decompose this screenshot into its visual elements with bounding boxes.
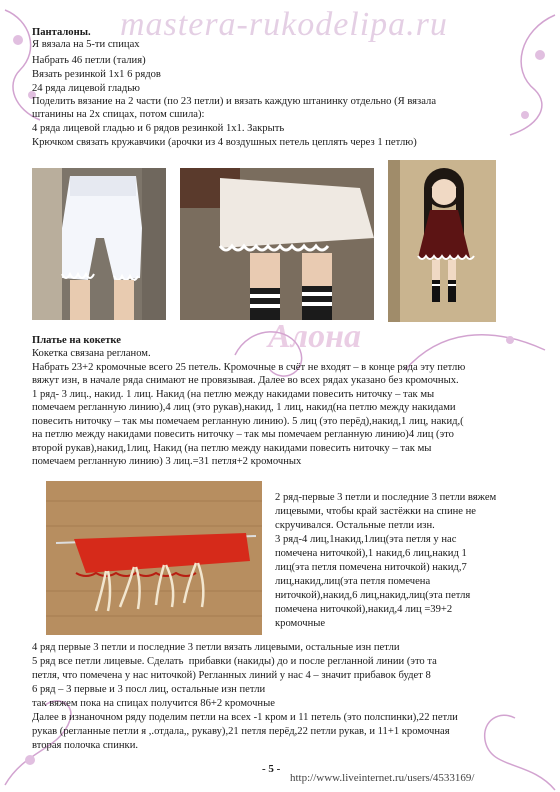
row2-line: помечена ниточкой),1 накид,6 лиц,накид 1 xyxy=(275,548,467,559)
bottom-line: 4 ряд первые 3 петли и последние 3 петли вязать лицевыми, остальные изн петли xyxy=(32,642,400,653)
pantaloons-line: 4 ряда лицевой гладью и 6 рядов резинкой 1х1. Закрыть xyxy=(32,123,285,134)
row2-line: кромочные xyxy=(275,618,326,629)
bottom-line: Далее в изнаночном ряду поделим петли на всех -1 кром и 11 петель (это полспинки),22 петли xyxy=(32,712,458,723)
photo-red-knitting xyxy=(46,481,262,635)
pantaloons-line: Поделить вязание на 2 части (по 23 петли) и вязать каждую штанинку отдельно (Я вязала xyxy=(32,96,437,107)
dress-line: вяжут изн, в начале ряда снимают не провязывая. Далее во всех рядах указано без кромочных. xyxy=(32,375,459,386)
photo-doll-legs-lace xyxy=(180,168,374,320)
row2-line: 2 ряд-первые 3 петли и последние 3 петли вяжем xyxy=(275,492,497,503)
row2-line: лиц,накид,лиц(эта петля помечена xyxy=(275,576,431,587)
row2-line: помечена ниточкой),накид,4 лиц =39+2 xyxy=(275,604,453,615)
watermark-site: mastera-rukodelipa.ru xyxy=(120,6,448,43)
bottom-line: вторая полочка спинки. xyxy=(32,740,139,751)
dress-line: 1 ряд- 3 лиц., накид. 1 лиц. Накид (на петлю между накидами повесить ниточку – так мы xyxy=(32,389,435,400)
dress-line: помечаем регланную линию),4 лиц (это рукав),накид, 1 лиц, накид(на петлю между накидами xyxy=(32,402,456,413)
dress-line: Кокетка связана регланом. xyxy=(32,348,151,359)
pantaloons-line: Крючком связать кружавчики (арочки из 4 воздушных петель цеплять через 1 петлю) xyxy=(32,137,417,148)
watermark-author: Алона xyxy=(268,318,362,355)
pantaloons-line: штанины на 2х спицах, потом сшила): xyxy=(32,109,205,120)
pantaloons-line: Я вязала на 5-ти спицах xyxy=(32,39,140,50)
bottom-line: 5 ряд все петли лицевые. Сделать прибавки (накиды) до и после регланной линии (это та xyxy=(32,656,437,667)
pantaloons-title: Панталоны. xyxy=(32,27,91,38)
bottom-line: рукав (регланные петли я ,.отдала,, рукаву),21 петля перёд,22 петли рукав, и 11+1 кромочная xyxy=(32,726,450,737)
corner-swirl-bottom-right xyxy=(470,700,560,792)
corner-swirl-top-right xyxy=(480,10,560,140)
row2-line: скручивался. Остальные петли изн. xyxy=(275,520,435,531)
pantaloons-line: 24 ряда лицевой гладью xyxy=(32,83,140,94)
dress-line: Набрать 23+2 кромочные всего 25 петель. Кромочные в счёт не входят – в конце ряда эту петлю xyxy=(32,362,466,373)
dress-title: Платье на кокетке xyxy=(32,335,121,346)
row2-line: лицевыми, чтобы край застёжки на спине не xyxy=(275,506,477,517)
bottom-line: так вяжем пока на спицах получится 86+2 кромочные xyxy=(32,698,275,709)
pantaloons-line: Набрать 46 петли (талия) xyxy=(32,55,146,66)
row2-line: ниточкой),накид,6 лиц,накид,лиц(эта петля xyxy=(275,590,471,601)
bottom-line: 6 ряд – 3 первые и 3 посл лиц, остальные изн петли xyxy=(32,684,266,695)
row2-line: лиц(эта петля помечена ниточкой) накид,7 xyxy=(275,562,467,573)
bottom-line: петля, что помечена у нас ниточкой) Регланных линий у нас 4 – значит прибавок будет 8 xyxy=(32,670,431,681)
dress-line: второй рукав),накид,1лиц, Накид (на петлю между накидами повесить ниточку – так мы xyxy=(32,443,432,454)
source-url: http://www.liveinternet.ru/users/4533169/ xyxy=(290,772,475,784)
page-number: - 5 - xyxy=(262,763,281,775)
dress-line: повесить ниточку – так мы помечаем регланную линию). 5 лиц (это перёд),накид,1 лиц, накид,( xyxy=(32,416,464,427)
photo-pantaloons-closeup xyxy=(32,168,166,320)
photo-doll-full xyxy=(388,160,496,322)
row2-line: 3 ряд-4 лиц,1накид,1лиц(эта петля у нас xyxy=(275,534,457,545)
pantaloons-line: Вязать резинкой 1х1 6 рядов xyxy=(32,69,161,80)
dress-line: на петлю между накидами повесить ниточку – так мы помечаем регланную линию)4 лиц (это xyxy=(32,429,454,440)
dress-line: помечаем регланную линию) 3 лиц.=31 петля+2 кромочных xyxy=(32,456,302,467)
